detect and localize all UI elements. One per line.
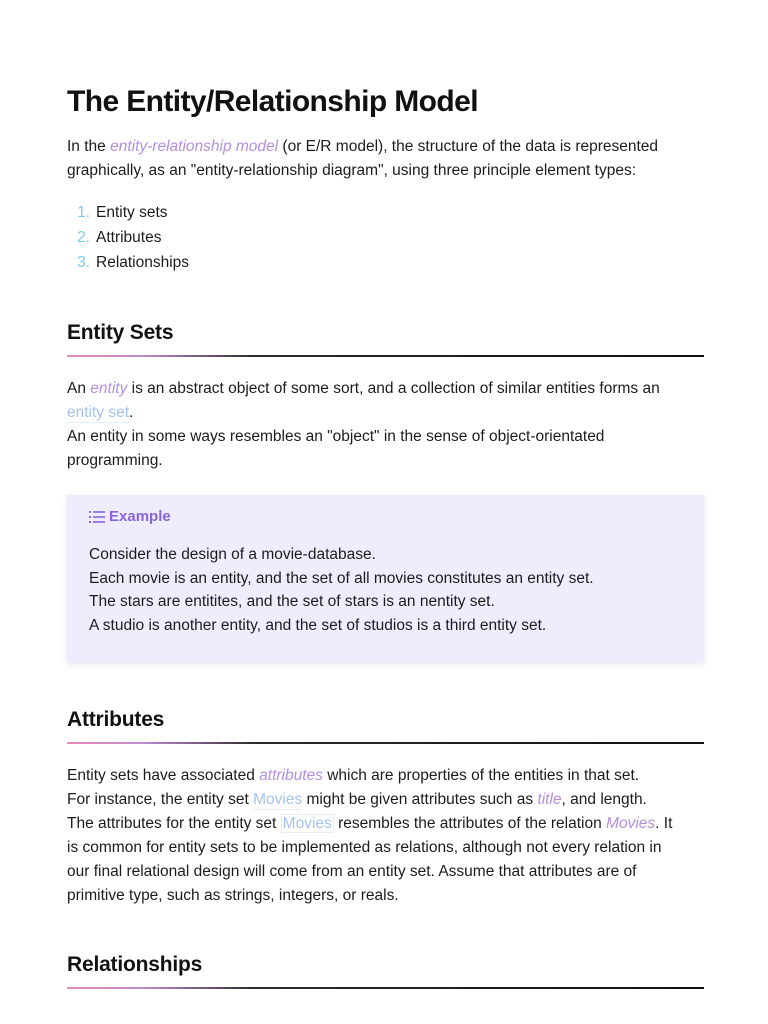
text-line bbox=[67, 425, 704, 449]
example-callout bbox=[67, 495, 704, 662]
text: programming. bbox=[67, 452, 163, 469]
movies-relation-term: Movies bbox=[606, 815, 656, 832]
entity-sets-paragraph bbox=[67, 377, 704, 473]
intro-text: (or E/R model), the structure of the data is represented bbox=[278, 138, 659, 155]
example-line: Consider the design of a movie-database. bbox=[89, 546, 376, 563]
text-line: our final relational design will come from an entity set. Assume that attributes are of bbox=[67, 863, 637, 880]
list-item-label: Relationships bbox=[96, 254, 190, 271]
attributes-term: attributes bbox=[259, 767, 323, 784]
list-item bbox=[67, 225, 189, 250]
text-line bbox=[67, 788, 704, 812]
entity-set-link[interactable]: entity set bbox=[67, 404, 130, 421]
principles-list bbox=[67, 200, 189, 275]
title-term: title bbox=[537, 791, 562, 808]
intro-text: In the bbox=[67, 138, 111, 155]
section-heading-relationships: Relationships bbox=[67, 953, 203, 976]
list-item bbox=[67, 250, 189, 275]
section-divider bbox=[67, 355, 704, 357]
movies-entity-link[interactable]: Movies bbox=[253, 791, 303, 808]
text: might be given attributes such as bbox=[302, 791, 538, 808]
example-header bbox=[89, 507, 682, 527]
example-line: A studio is another entity, and the set of studios is a third entity set. bbox=[89, 616, 547, 634]
text: For instance, the entity set bbox=[67, 791, 254, 808]
section-divider bbox=[67, 742, 704, 744]
text: The attributes for the entity set bbox=[67, 815, 281, 832]
text: , and length. bbox=[561, 791, 647, 808]
example-line: Each movie is an entity, and the set of all movies constitutes an entity set. bbox=[89, 569, 594, 587]
section-divider bbox=[67, 987, 704, 989]
list-number: 2. bbox=[77, 229, 90, 246]
text-line: primitive type, such as strings, integers, or reals. bbox=[67, 887, 399, 904]
movies-entity-link[interactable]: Movies bbox=[282, 815, 332, 832]
text-line bbox=[67, 812, 704, 836]
list-item bbox=[67, 200, 189, 225]
intro-paragraph bbox=[67, 135, 704, 183]
text-line bbox=[67, 377, 704, 401]
list-number: 3. bbox=[77, 254, 90, 271]
section-heading-entity-sets: Entity Sets bbox=[67, 321, 174, 344]
page-title: The Entity/Relationship Model bbox=[67, 85, 478, 118]
text-line bbox=[67, 449, 704, 473]
entity-term: entity bbox=[90, 380, 128, 397]
intro-term: entity-relationship model bbox=[110, 138, 279, 155]
text: is an abstract object of some sort, and a collection of similar entities forms an bbox=[127, 380, 660, 397]
example-label: Example bbox=[109, 508, 171, 525]
text: resembles the attributes of the relation bbox=[333, 815, 607, 832]
text-line bbox=[67, 764, 704, 788]
list-number: 1. bbox=[77, 204, 90, 221]
text: Entity sets have associated bbox=[67, 767, 260, 784]
list-ordered-icon bbox=[89, 510, 105, 524]
section-heading-attributes: Attributes bbox=[67, 708, 165, 731]
intro-text: graphically, as an "entity-relationship diagram", using three principle element types: bbox=[67, 162, 637, 179]
text: . It bbox=[655, 815, 673, 832]
example-body bbox=[89, 543, 682, 637]
example-line: The stars are entitites, and the set of stars is an nentity set. bbox=[89, 593, 495, 610]
attributes-paragraph bbox=[67, 764, 704, 908]
list-item-label: Entity sets bbox=[96, 204, 168, 221]
text: . bbox=[129, 404, 134, 421]
text: An entity in some ways resembles an "object" in the sense of object-orientated bbox=[67, 428, 605, 445]
text-line: is common for entity sets to be implemented as relations, although not every relation in bbox=[67, 839, 662, 856]
text: which are properties of the entities in that set. bbox=[322, 767, 640, 784]
text-line bbox=[67, 401, 704, 425]
list-item-label: Attributes bbox=[96, 229, 162, 246]
text: An bbox=[67, 380, 91, 397]
